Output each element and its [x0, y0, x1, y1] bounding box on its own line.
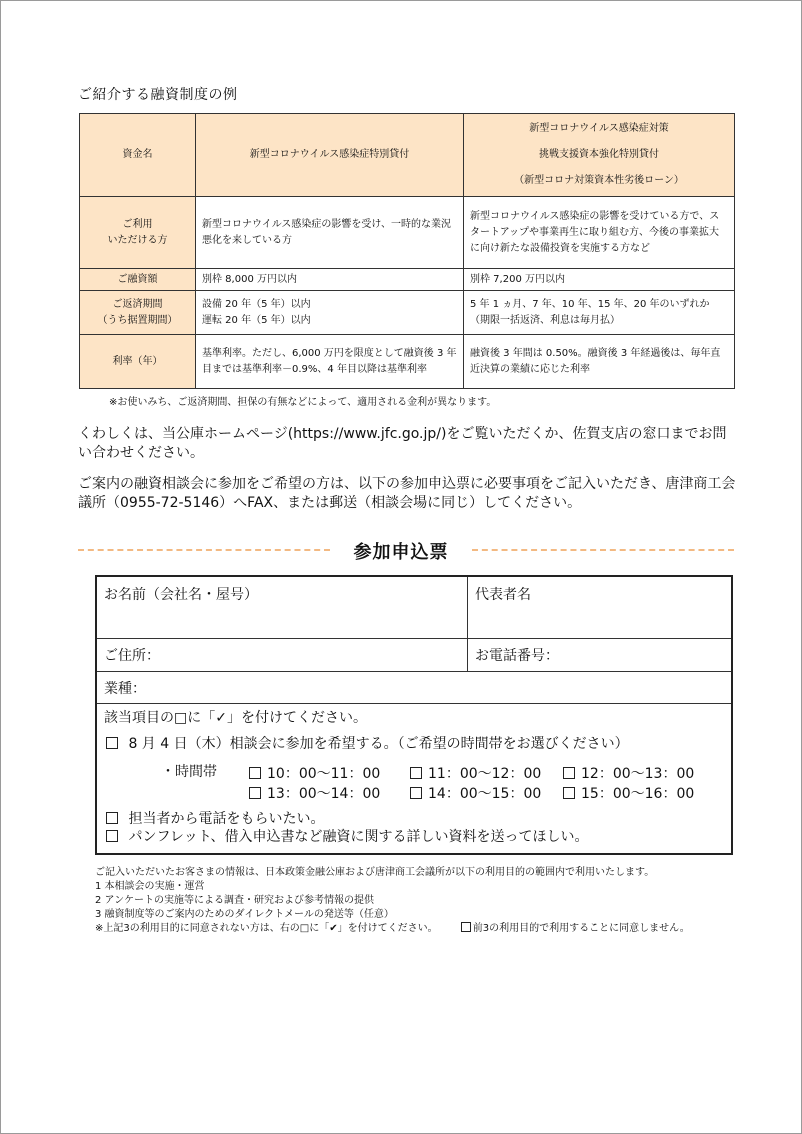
title-divider-left — [78, 549, 330, 551]
header-label: 資金名 — [80, 114, 196, 197]
time-slot-label: 10：00～11：00 — [267, 766, 381, 782]
row-label — [80, 291, 196, 335]
privacy-notice — [95, 866, 735, 936]
table-cell — [196, 291, 464, 335]
cell-line: 設備 20 年（5 年）以内 — [202, 298, 311, 310]
section-title: ご紹介する融資制度の例 — [78, 87, 238, 103]
header-col2 — [464, 114, 735, 197]
time-slot-label: 13：00～14：00 — [267, 786, 381, 802]
call-checkbox[interactable] — [106, 812, 118, 824]
row-label-line: ご返済期間 — [112, 298, 163, 310]
table-cell — [464, 291, 735, 335]
table-header-row — [80, 114, 735, 197]
application-paragraph: ご案内の融資相談会に参加をご希望の方は、以下の参加申込票に必要事項をご記入いただき、唐津商工会議所（0955-72-5146）へFAX、または郵送（相談会場に同じ）してください。 — [78, 476, 736, 511]
privacy-intro: ご記入いただいたお客さまの情報は、日本政策金融公庫および唐津商工会議所が以下の利用目的の範囲内で利用いたします。 — [95, 867, 655, 878]
event-option[interactable] — [106, 735, 629, 753]
name-field[interactable]: お名前（会社名・屋号） — [104, 587, 258, 603]
header-col1: 新型コロナウイルス感染症特別貸付 — [196, 114, 464, 197]
application-form — [95, 575, 733, 855]
checkbox-instruction: 該当項目の□に「✓」を付けてください。 — [104, 710, 367, 726]
time-slot-label: 12：00～13：00 — [581, 766, 695, 782]
form-divider-vertical — [467, 577, 468, 671]
table-cell: 融資後 3 年間は 0.50%。融資後 3 年経過後は、毎年直近決算の業績に応じた利率 — [464, 335, 735, 389]
time-slot-checkbox[interactable] — [410, 767, 422, 779]
form-title: 参加申込票 — [353, 542, 449, 563]
time-slot-option[interactable] — [249, 783, 380, 803]
privacy-footnote-line — [95, 922, 735, 936]
form-divider — [97, 703, 731, 704]
privacy-item: 2 アンケートの実施等による調査・研究および参考情報の提供 — [95, 895, 374, 906]
rate-note: ※お使いみち、ご返済期間、担保の有無などによって、適用される金利が異なります。 — [109, 397, 497, 408]
row-label: 利率（年） — [80, 335, 196, 389]
event-option-label: 8 月 4 日（木）相談会に参加を希望する。（ご希望の時間帯をお選びください） — [128, 736, 629, 752]
table-row — [80, 197, 735, 269]
docs-checkbox[interactable] — [106, 830, 118, 842]
address-field[interactable]: ご住所： — [104, 648, 160, 664]
time-label: ・時間帯 — [161, 764, 217, 780]
title-divider-right — [472, 549, 734, 551]
privacy-item: 1 本相談会の実施・運営 — [95, 881, 205, 892]
time-slot-checkbox[interactable] — [563, 787, 575, 799]
time-slot-label: 11：00～12：00 — [428, 766, 542, 782]
row-label-line: いただける方 — [107, 234, 168, 246]
table-cell: 基準利率。ただし、6,000 万円を限度として融資後 3 年目までは基準利率－0.9%、4 年目以降は基準利率 — [196, 335, 464, 389]
time-slot-label: 14：00～15：00 — [428, 786, 542, 802]
header-col2-line: 挑戦支援資本強化特別貸付 — [539, 149, 659, 160]
time-slot-option[interactable] — [410, 763, 541, 783]
time-slot-option[interactable] — [410, 783, 541, 803]
header-col2-line: 新型コロナウイルス感染症対策 — [529, 123, 669, 134]
call-option[interactable] — [106, 810, 324, 828]
contact-paragraph: くわしくは、当公庫ホームページ(https://www.jfc.go.jp/)をご覧いただくか、佐賀支店の窓口までお問い合わせください。 — [78, 426, 727, 461]
table-row — [80, 269, 735, 291]
time-slot-option[interactable] — [563, 783, 694, 803]
privacy-footnote: ※上記3の利用目的に同意されない方は、右の□に「✔」を付けてください。 — [95, 923, 438, 934]
time-slot-label: 15：00～16：00 — [581, 786, 695, 802]
cell-line: 運転 20 年（5 年）以内 — [202, 314, 311, 326]
row-label-line: ご利用 — [122, 218, 153, 230]
table-cell: 別枠 8,000 万円以内 — [196, 269, 464, 291]
event-checkbox[interactable] — [106, 737, 118, 749]
industry-field[interactable]: 業種： — [104, 681, 146, 697]
optout-label: 前3の利用目的で利用することに同意しません。 — [472, 923, 690, 934]
docs-option-label: パンフレット、借入申込書など融資に関する詳しい資料を送ってほしい。 — [128, 829, 589, 845]
form-divider — [97, 638, 731, 639]
form-divider — [97, 671, 731, 672]
call-option-label: 担当者から電話をもらいたい。 — [128, 811, 325, 827]
phone-field[interactable]: お電話番号： — [475, 648, 559, 664]
optout-checkbox[interactable] — [461, 922, 471, 932]
privacy-item: 3 融資制度等のご案内のためのダイレクトメールの発送等（任意） — [95, 909, 394, 920]
table-cell: 別枠 7,200 万円以内 — [464, 269, 735, 291]
row-label: ご融資額 — [80, 269, 196, 291]
time-slot-checkbox[interactable] — [410, 787, 422, 799]
cell-line: 5 年 1 ヵ月、7 年、10 年、15 年、20 年のいずれか — [470, 298, 710, 310]
representative-field[interactable]: 代表者名 — [475, 587, 531, 603]
docs-option[interactable] — [106, 828, 589, 846]
cell-line: （期限一括返済、利息は毎月払） — [470, 314, 620, 326]
time-slot-option[interactable] — [563, 763, 694, 783]
row-label — [80, 197, 196, 269]
time-slot-option[interactable] — [249, 763, 380, 783]
time-slot-checkbox[interactable] — [563, 767, 575, 779]
time-slot-checkbox[interactable] — [249, 767, 261, 779]
table-row — [80, 291, 735, 335]
row-label-line: （うち据置期間） — [97, 314, 178, 326]
loan-table — [79, 113, 735, 389]
header-col2-line: （新型コロナ対策資本性劣後ローン） — [514, 175, 684, 186]
table-row — [80, 335, 735, 389]
optout-option[interactable] — [461, 923, 690, 934]
table-cell: 新型コロナウイルス感染症の影響を受け、一時的な業況悪化を来している方 — [196, 197, 464, 269]
table-cell: 新型コロナウイルス感染症の影響を受けている方で、スタートアップや事業再生に取り組む方、今後の事業拡大に向け新たな設備投資を実施する方など — [464, 197, 735, 269]
time-slot-checkbox[interactable] — [249, 787, 261, 799]
